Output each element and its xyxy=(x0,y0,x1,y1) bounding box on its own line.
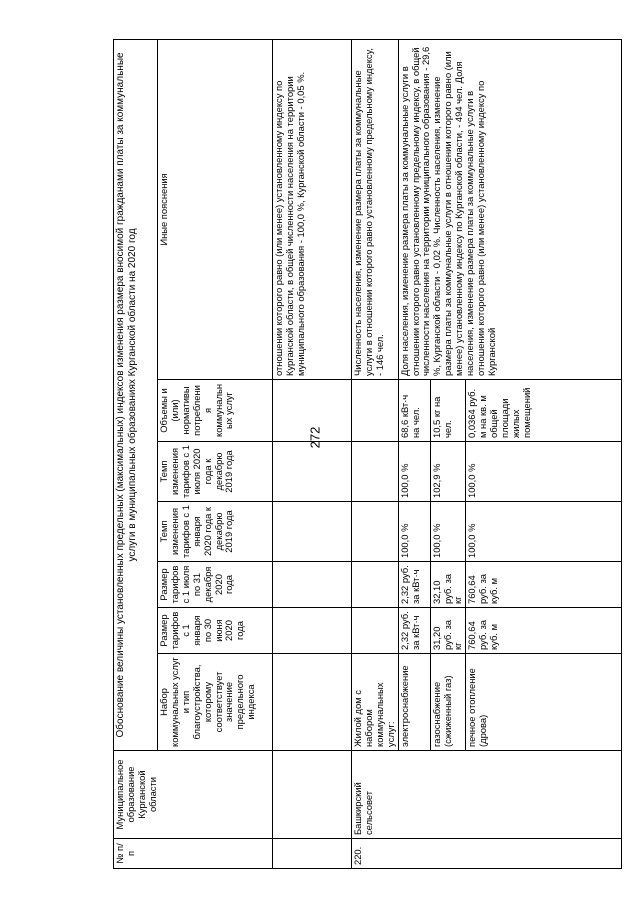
header-tariff-jan: Размер тарифов с 1 января по 30 июня 2020 года xyxy=(158,608,273,654)
tariff-jan: 2,32 руб. за кВт·ч xyxy=(398,608,430,654)
header-services: Набор коммунальных услуг и тип благоустройства, которому соответствует значение предельного индекса xyxy=(158,654,273,751)
rate-jan: 100,0 % xyxy=(466,502,622,562)
header-municipality: Муниципальное образование Курганской области xyxy=(114,751,273,839)
rotated-table-container xyxy=(113,40,613,869)
row-num: 220. xyxy=(352,839,622,869)
volume: 0,0364 руб. м на кв. м общей площади жилых помещений xyxy=(466,380,622,442)
header-tariff-jul: Размер тарифов с 1 июля по 31 декабря 2020 года xyxy=(158,562,273,608)
row-notes: Доля населения, изменение размера платы за коммунальные услуги в отношении которого равно установленному предельному индексу, в общей численности населения на территории муниципального образования - 29,6 %, Курганской области - 0,02 %. Численность населения, изменение размера платы за коммунальные услуги в отношении которого равно (или менее) установленному индексу по Курганской области, - 494 чел. Доля населения, изменение размера платы за коммунальные услуги в отношении которого равно (или менее) установленному индексу по Курганской xyxy=(398,39,622,379)
rate-jul: 102,9 % xyxy=(430,442,466,502)
tariff-jul: 760,64 руб. за куб. м xyxy=(466,562,622,608)
rate-jan: 100,0 % xyxy=(430,502,466,562)
header-title: Обоснование величины установленных предельных (максимальных) индексов изменения размера вносимой гражданами платы за коммунальные услуги в муниципальных образованиях Курганской области на 2020 год xyxy=(114,39,158,750)
tariff-jan: 31,20 руб. за кг xyxy=(430,608,466,654)
service-name: электроснабжение xyxy=(398,654,430,751)
page-number: 272 xyxy=(307,426,323,449)
group-note: Численность населения, изменение размера платы за коммунальные услуги в отношении которого равно установленному предельному индексу, - 146 чел. xyxy=(352,39,399,379)
continuation-note: отношении которого равно (или менее) установленному индексу по Курганской области, в общей численности населения на территории муниципального образования - 100,0 %, Курганской области - 0,05 %. xyxy=(273,39,352,379)
header-volumes: Объемы и (или) нормативы потребления коммунальных услуг xyxy=(158,380,273,442)
volume: 10,5 кг на чел. xyxy=(430,380,466,442)
tariff-jul: 32,10 руб. за кг xyxy=(430,562,466,608)
header-rate-jan: Темп изменения тарифов с 1 января 2020 года к декабрю 2019 года xyxy=(158,502,273,562)
rate-jul: 100,0 % xyxy=(466,442,622,502)
volume: 68,6 кВт·ч на чел. xyxy=(398,380,430,442)
header-rate-jul: Темп изменения тарифов с 1 июля 2020 года к декабрю 2019 года xyxy=(158,442,273,502)
service-name: печное отопление (дрова) xyxy=(466,654,622,751)
rate-jul: 100,0 % xyxy=(398,442,430,502)
row-municipality: Башкирский сельсовет xyxy=(352,751,622,839)
table-row xyxy=(398,39,430,868)
service-name: газоснабжение (сжиженный газ) xyxy=(430,654,466,751)
rate-jan: 100,0 % xyxy=(398,502,430,562)
header-notes: Иные пояснения xyxy=(158,39,273,379)
header-num: № п/п xyxy=(114,839,273,869)
tariff-jul: 2,32 руб. за кВт·ч xyxy=(398,562,430,608)
tariff-jan: 760,64 руб. за куб. м xyxy=(466,608,622,654)
service-group: Жилой дом с набором коммунальных услуг: xyxy=(352,654,399,751)
tariff-table xyxy=(113,39,622,869)
